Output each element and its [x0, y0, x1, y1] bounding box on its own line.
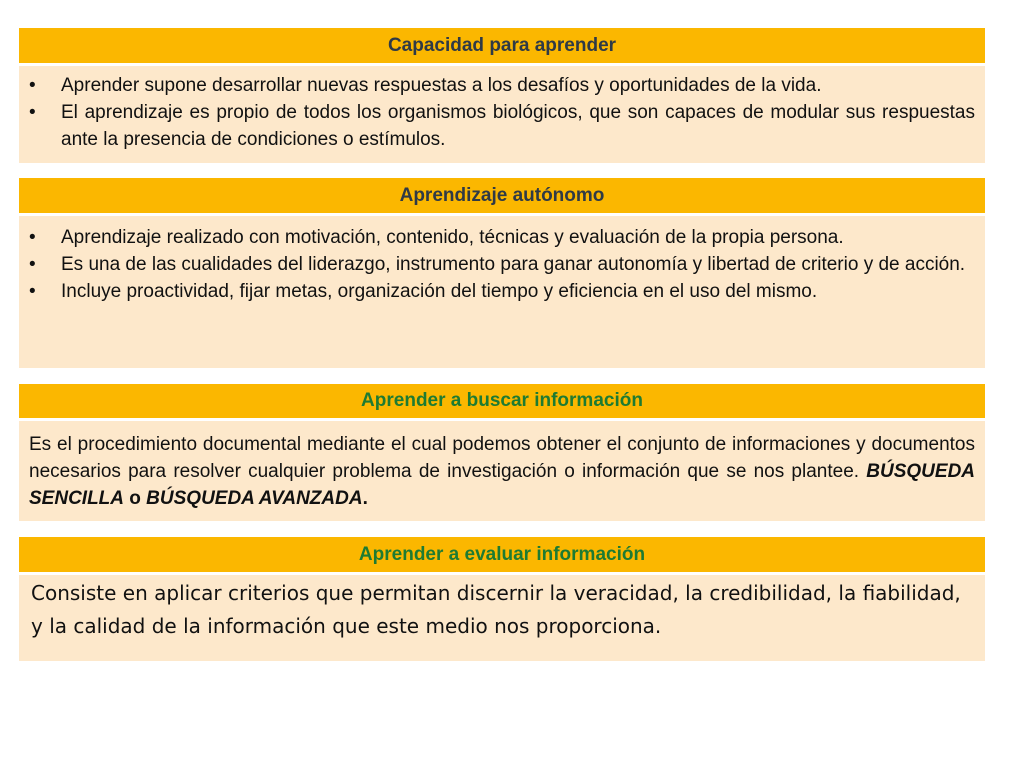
section-body — [19, 575, 985, 661]
list-item — [19, 224, 985, 251]
bullet-icon: • — [29, 102, 36, 123]
section-capacidad — [19, 28, 985, 163]
bullet-text: Aprender supone desarrollar nuevas respuestas a los desafíos y oportunidades de la vida. — [61, 75, 822, 96]
section-title: Aprender a buscar información — [19, 384, 985, 418]
section-title: Capacidad para aprender — [19, 28, 985, 63]
list-item — [19, 251, 985, 278]
section-title: Aprender a evaluar información — [19, 537, 985, 572]
section-paragraph — [19, 431, 985, 512]
bullet-text: Es una de las cualidades del liderazgo, instrumento para ganar autonomía y libertad de criterio y de acción. — [61, 254, 966, 275]
paragraph-text: Es el procedimiento documental mediante el cual podemos obtener el conjunto de informaciones y documentos necesarios para resolver cualquier problema de investigación o información que se nos plantee. — [29, 434, 975, 482]
connector-text: o — [129, 488, 141, 509]
section-paragraph: Consiste en aplicar criterios que permitan discernir la veracidad, la credibilidad, la fiabilidad, y la calidad de la información que este medio nos proporciona. — [31, 581, 961, 638]
bullet-text: Incluye proactividad, fijar metas, organización del tiempo y eficiencia en el uso del mismo. — [61, 281, 818, 302]
bullet-icon: • — [29, 281, 36, 302]
list-item — [19, 278, 985, 305]
paragraph-end: . — [362, 488, 368, 509]
list-item — [19, 99, 985, 153]
section-body — [19, 66, 985, 163]
list-item — [19, 72, 985, 99]
bullet-list — [19, 72, 985, 153]
bullet-text: El aprendizaje es propio de todos los organismos biológicos, que son capaces de modular sus respuestas ante la presencia de condiciones o estímulos. — [61, 102, 975, 150]
section-buscar — [19, 384, 985, 521]
bullet-icon: • — [29, 254, 36, 275]
section-body — [19, 421, 985, 521]
section-title: Aprendizaje autónomo — [19, 178, 985, 213]
emphasis-simple-search: BÚSQUEDA SENCILLA — [29, 461, 976, 509]
bullet-icon: • — [29, 75, 36, 96]
emphasis-advanced-search: BÚSQUEDA AVANZADA — [146, 488, 363, 509]
bullet-list — [19, 224, 985, 305]
section-body — [19, 216, 985, 368]
bullet-text: Aprendizaje realizado con motivación, contenido, técnicas y evaluación de la propia persona. — [61, 227, 844, 248]
section-autonomo — [19, 178, 985, 368]
bullet-icon: • — [29, 227, 36, 248]
section-evaluar — [19, 537, 985, 661]
